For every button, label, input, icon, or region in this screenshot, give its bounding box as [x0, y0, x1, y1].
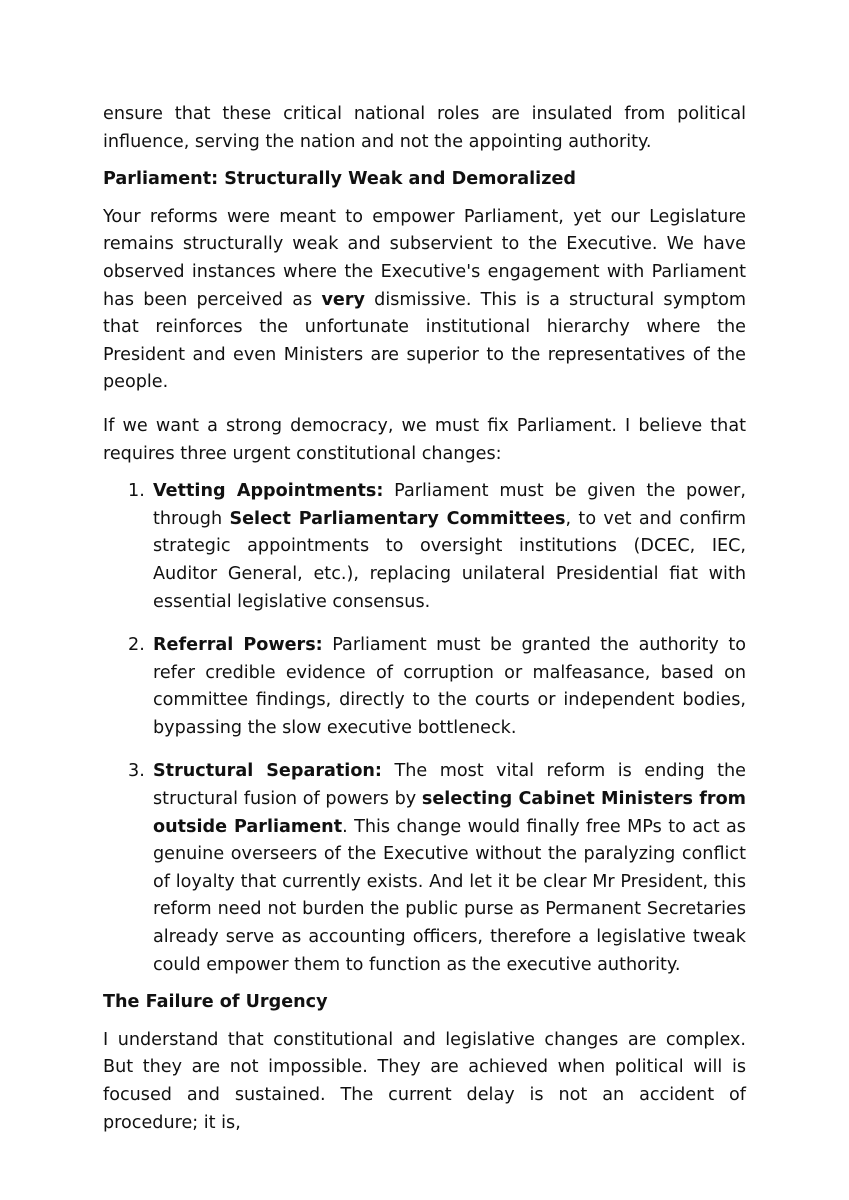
- reform-list: [103, 478, 746, 979]
- list-item-text: The most vital reform is ending the structural fusion of powers by: [153, 761, 746, 810]
- list-number: 2.: [128, 635, 145, 656]
- list-item-text: Parliament must be granted the authority to refer credible evidence of corruption or malfeasance, based on committee findings, directly to the courts or independent bodies, bypassing the slow executive bottleneck.: [153, 635, 746, 738]
- section-heading-parliament: Parliament: Structurally Weak and Demoralized: [103, 169, 576, 190]
- list-item-title: Structural Separation:: [153, 761, 382, 782]
- list-item-separation: [128, 758, 746, 979]
- list-item-emphasis: Select Parliamentary Committees: [229, 508, 566, 529]
- list-item-title: Vetting Appointments:: [153, 481, 384, 502]
- list-number: 3.: [128, 761, 145, 782]
- list-item-text: Parliament must be given the power, through: [153, 481, 747, 529]
- opening-paragraph: ensure that these critical national roles are insulated from political influence, serving the nation and not the appointing authority.: [103, 104, 746, 152]
- urgency-paragraph: I understand that constitutional and legislative changes are complex. But they are not impossible. They are achieved when political will is focused and sustained. The current delay is not an accident of procedure; it is,: [103, 1029, 746, 1133]
- list-item-emphasis: selecting Cabinet Ministers from outside Parliament: [153, 789, 746, 837]
- list-item-vetting: [128, 478, 747, 616]
- parliament-paragraph-text-1: Your reforms were meant to empower Parliament, yet our Legislature remains structurally weak and subservient to the Executive. We have observed instances where the Executive's engagement with Parliament has been perceived as: [103, 206, 746, 310]
- list-number: 1.: [128, 481, 145, 502]
- section-heading-urgency: The Failure of Urgency: [103, 992, 328, 1013]
- list-item-text: . This change would finally free MPs to act as genuine overseers of the Executive without the paralyzing conflict of loyalty that currently exists. And let it be clear Mr President, this reform need not burden the public purse as Permanent Secretaries already serve as accounting officers, therefore a legislative tweak could empower them to function as the executive authority.: [153, 816, 746, 975]
- parliament-paragraph: [103, 204, 746, 397]
- list-item-referral: [128, 632, 746, 742]
- list-item-text: , to vet and confirm strategic appointments to oversight institutions (DCEC, IEC, Auditor General, etc.), replacing unilateral Presidential fiat with essential legislative consensus.: [153, 508, 746, 612]
- emphasis-very: very: [321, 289, 365, 310]
- strong-democracy-paragraph: If we want a strong democracy, we must fix Parliament. I believe that requires three urgent constitutional changes:: [103, 415, 746, 464]
- parliament-paragraph-text-2: dismissive. This is a structural symptom that reinforces the unfortunate institutional hierarchy where the President and even Ministers are superior to the representatives of the people.: [103, 289, 747, 393]
- list-item-title: Referral Powers:: [153, 635, 323, 656]
